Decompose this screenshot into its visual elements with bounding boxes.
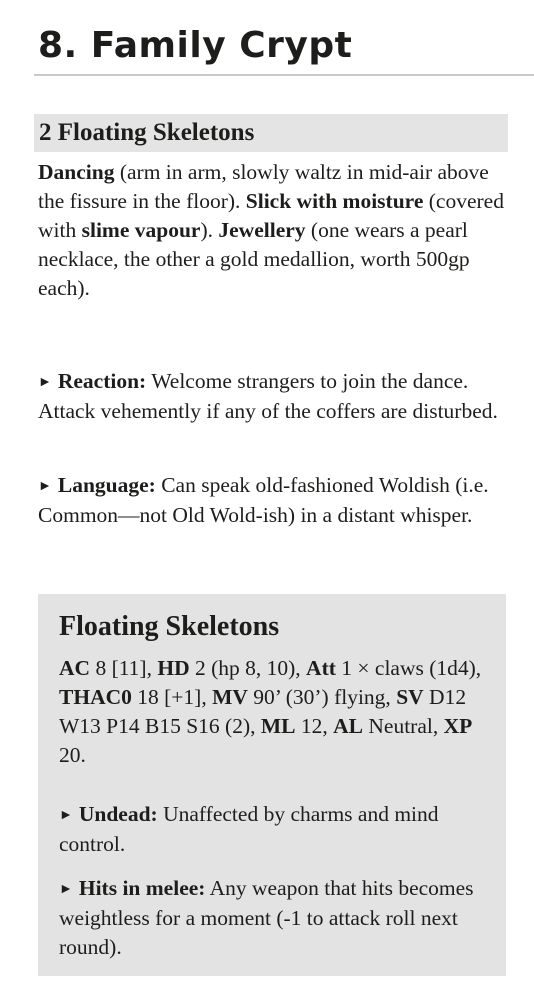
reaction-term: Reaction: [57, 369, 147, 393]
dancing-term: Dancing [38, 160, 115, 184]
hits-in-melee-term: Hits in melee: [78, 876, 206, 900]
statblock-stats [59, 654, 499, 770]
stat-al-label: AL [333, 714, 364, 738]
language-term: Language: [57, 473, 156, 497]
encounter-heading: 2 Floating Skeletons [34, 114, 508, 152]
jewellery-text: (one wears a pearl necklace, the other a gold medallion, worth 500gp each). [38, 218, 470, 300]
dancing-text: (arm in arm, slowly waltz in mid-air above the fissure in the floor). [38, 160, 489, 213]
slick-text-2: ). [200, 218, 219, 242]
bullet-arrow-icon: ► [59, 808, 73, 823]
slick-text-1: (covered with [38, 189, 504, 242]
undead-trait [59, 800, 499, 859]
stat-sv-value: D12 W13 P14 B15 S16 (2), [59, 685, 467, 738]
jewellery-term: Jewellery [218, 218, 306, 242]
language-bullet [38, 471, 508, 530]
bullet-arrow-icon: ► [38, 375, 52, 390]
reaction-bullet [38, 367, 508, 426]
stat-mv-label: MV [212, 685, 248, 709]
stat-att-value: 1 × claws (1d4), [335, 656, 482, 680]
stat-att-label: Att [306, 656, 336, 680]
undead-term: Undead: [78, 802, 158, 826]
chapter-title: 8. Family Crypt [38, 25, 353, 66]
stat-ml-label: ML [260, 714, 296, 738]
encounter-description [38, 158, 508, 303]
hits-in-melee-trait [59, 874, 499, 962]
undead-text: Unaffected by charms and mind control. [59, 802, 439, 856]
stat-ac-value: 8 [11], [90, 656, 158, 680]
stat-xp-value: 20. [59, 743, 86, 767]
bullet-arrow-icon: ► [38, 479, 52, 494]
stat-al-value: Neutral, [363, 714, 444, 738]
stat-thac0-label: THAC0 [59, 685, 132, 709]
stat-ac-label: AC [59, 656, 91, 680]
slick-term: Slick with moisture [245, 189, 424, 213]
language-text: Can speak old-fashioned Woldish (i.e. Common—not Old Wold-ish) in a distant whisper. [38, 473, 489, 527]
stat-mv-value: 90’ (30’) flying, [247, 685, 397, 709]
statblock-box [38, 594, 506, 976]
bullet-arrow-icon: ► [59, 882, 73, 897]
statblock-title: Floating Skeletons [59, 611, 280, 642]
stat-thac0-value: 18 [+1], [131, 685, 213, 709]
hits-in-melee-text: Any weapon that hits becomes weightless for a moment (-1 to attack roll next round). [59, 876, 474, 959]
stat-ml-value: 12, [295, 714, 334, 738]
stat-hd-value: 2 (hp 8, 10), [189, 656, 307, 680]
stat-hd-label: HD [157, 656, 190, 680]
title-divider [34, 74, 534, 76]
slime-term: slime vapour [81, 218, 201, 242]
stat-xp-label: XP [443, 714, 473, 738]
reaction-text: Welcome strangers to join the dance. Attack vehemently if any of the coffers are disturbed. [38, 369, 498, 423]
stat-sv-label: SV [396, 685, 424, 709]
